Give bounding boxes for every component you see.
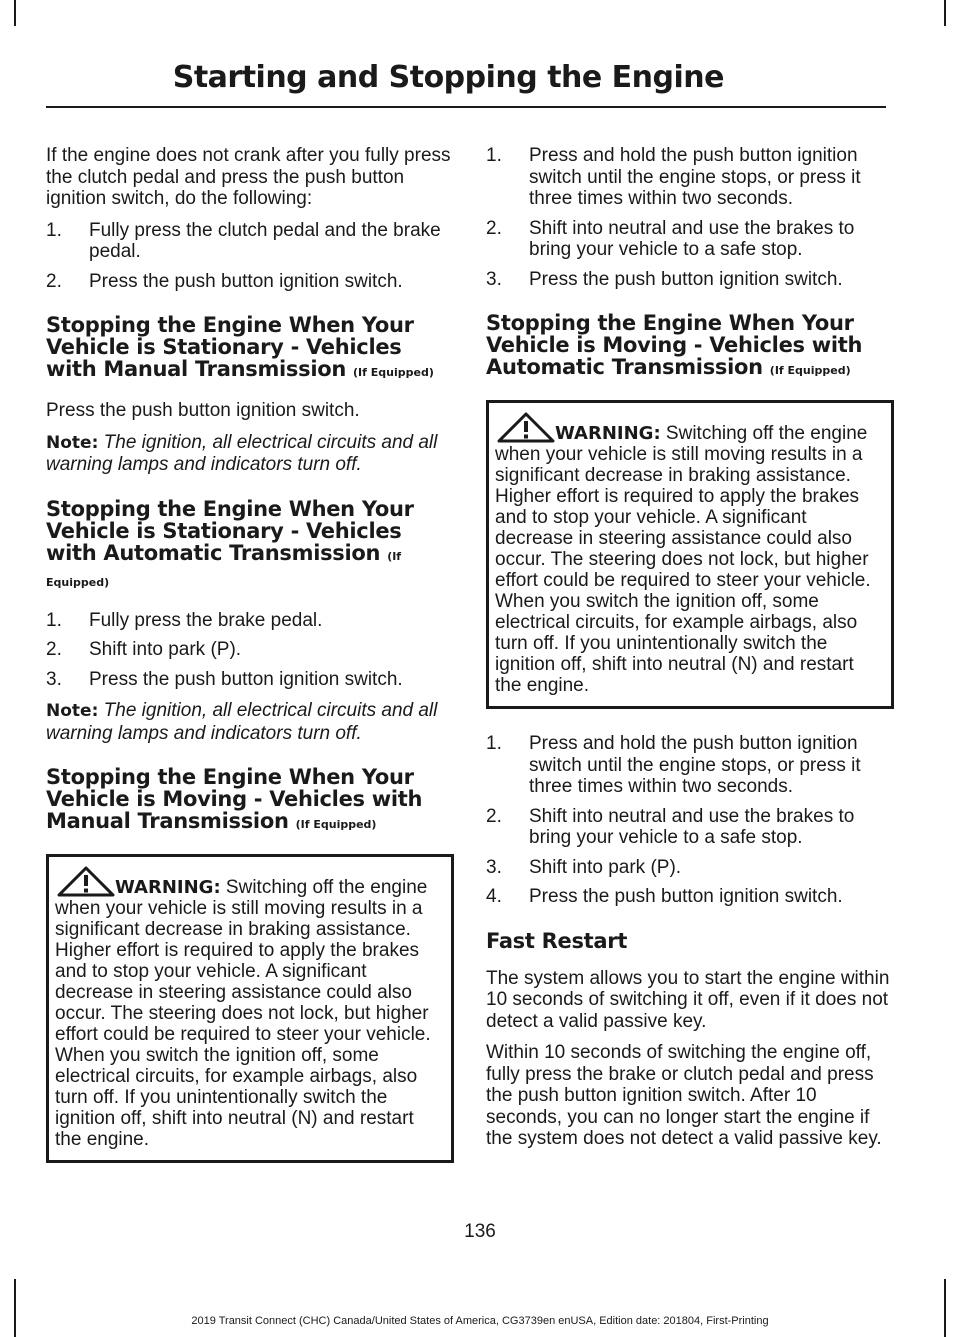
right-column — [486, 145, 894, 1160]
step-number: 1. — [46, 609, 62, 631]
step-text: Press the push button ignition switch. — [89, 270, 403, 292]
step-number: 1. — [46, 219, 62, 241]
crop-mark-top-left — [14, 0, 16, 26]
list-item — [486, 218, 894, 261]
left-column — [46, 145, 454, 1187]
crop-mark-top-right — [944, 0, 946, 26]
list-item — [46, 639, 454, 661]
step-text: Shift into neutral and use the brakes to bring your vehicle to a safe stop. — [529, 217, 855, 260]
step-text: Press and hold the push button ignition switch until the engine stops, or press it three times within two seconds. — [529, 733, 861, 797]
warning-text: Switching off the engine when your vehicle is still moving results in a significant decrease in braking assistance. Higher effort is required to apply the brakes and to stop your vehicle. A significant decrease in steering assistance could also occur. The steering does not lock, but higher effort could be required to steer your vehicle. When you switch the ignition off, some electrical circuits, for example airbags, also turn off. If you unintentionally switch the ignition off, shift into neutral (N) and restart the engine. — [495, 423, 871, 696]
warning-label: WARNING: — [115, 877, 221, 898]
step-text: Fully press the clutch pedal and the brake pedal. — [89, 219, 441, 262]
warning-text: Switching off the engine when your vehicle is still moving results in a significant decrease in braking assistance. Higher effort is required to apply the brakes and to stop your vehicle. A significant decrease in steering assistance could also occur. The steering does not lock, but higher effort could be required to steer your vehicle. When you switch the ignition off, some electrical circuits, for example airbags, also turn off. If you unintentionally switch the ignition off, shift into neutral (N) and restart the engine. — [55, 877, 431, 1150]
page-title: Starting and Stopping the Engine — [172, 60, 724, 95]
warning-triangle-icon — [57, 865, 115, 897]
step-number: 2. — [486, 217, 502, 239]
list-item — [486, 886, 894, 908]
step-text: Shift into park (P). — [89, 639, 242, 660]
note-label: Note: — [46, 432, 99, 453]
step-number: 3. — [486, 856, 502, 878]
list-item — [46, 271, 454, 293]
warning-triangle-icon — [497, 411, 555, 443]
list-item — [46, 669, 454, 691]
section-heading-moving-manual: Stopping the Engine When Your Vehicle is Moving - Vehicles with Manual Transmission (If Equipped) — [46, 765, 423, 833]
step-text: Shift into park (P). — [529, 856, 682, 878]
note-label: Note: — [46, 701, 99, 721]
step-number: 2. — [46, 639, 62, 660]
section-heading-fast-restart: Fast Restart — [486, 928, 628, 953]
page-number: 136 — [464, 1221, 496, 1242]
step-text: Shift into neutral and use the brakes to bring your vehicle to a safe stop. — [529, 805, 855, 848]
list-item — [46, 220, 454, 263]
step-text: Press the push button ignition switch. — [529, 268, 843, 290]
if-equipped-tag: (If Equipped) — [46, 549, 402, 589]
warning-box — [486, 400, 894, 709]
list-item — [486, 145, 894, 210]
step-text: Press the push button ignition switch. — [529, 886, 843, 907]
list-item — [486, 269, 894, 291]
list-item — [46, 610, 454, 632]
fast-restart-paragraph: Within 10 seconds of switching the engine off, fully press the brake or clutch pedal and press the push button ignition switch. After 10 seconds, you can no longer start the engine if the system does not detect a valid passive key. — [486, 1042, 882, 1149]
note-text: The ignition, all electrical circuits and all warning lamps and indicators turn off. — [46, 431, 438, 475]
if-equipped-tag: (If Equipped) — [295, 818, 377, 831]
step-number: 3. — [486, 268, 502, 290]
section-heading-stationary-manual: Stopping the Engine When Your Vehicle is Stationary - Vehicles with Manual Transmission (If Equipped) — [46, 313, 434, 381]
list-item — [486, 733, 894, 798]
intro-steps-list — [46, 220, 454, 293]
step-number: 4. — [486, 886, 502, 907]
step-number: 2. — [486, 805, 502, 827]
if-equipped-tag: (If Equipped) — [769, 364, 851, 377]
section-paragraph: Press the push button ignition switch. — [46, 400, 360, 421]
warning-label: WARNING: — [555, 423, 661, 444]
section-heading-stationary-automatic: Stopping the Engine When Your Vehicle is Stationary - Vehicles with Automatic Transmission (If Equipped) — [46, 496, 414, 589]
step-text: Press and hold the push button ignition switch until the engine stops, or press it three times within two seconds. — [529, 145, 861, 209]
intro-paragraph: If the engine does not crank after you fully press the clutch pedal and press the push button ignition switch, do the following: — [46, 145, 451, 209]
list-item — [486, 857, 894, 879]
moving-automatic-steps — [486, 733, 894, 908]
crop-mark-bottom-right — [944, 1279, 946, 1337]
note-text: The ignition, all electrical circuits and all warning lamps and indicators turn off. — [46, 700, 438, 744]
step-text: Press the push button ignition switch. — [89, 668, 403, 690]
step-number: 1. — [486, 733, 502, 754]
if-equipped-tag: (If Equipped) — [353, 366, 434, 379]
title-divider — [46, 106, 886, 108]
fast-restart-paragraph: The system allows you to start the engine within 10 seconds of switching it off, even if it does not detect a valid passive key. — [486, 967, 890, 1032]
list-item — [486, 806, 894, 849]
stationary-automatic-steps — [46, 610, 454, 691]
step-text: Fully press the brake pedal. — [89, 609, 323, 631]
note-paragraph — [46, 700, 454, 744]
step-number: 3. — [46, 668, 62, 690]
footer-text: 2019 Transit Connect (CHC) Canada/United States of America, CG3739en enUSA, Edition date: 201804, First-Printing — [191, 1315, 769, 1327]
step-number: 2. — [46, 270, 62, 292]
moving-manual-steps — [486, 145, 894, 290]
section-heading-moving-automatic: Stopping the Engine When Your Vehicle is Moving - Vehicles with Automatic Transmission (If Equipped) — [486, 311, 863, 379]
step-number: 1. — [486, 145, 502, 166]
note-paragraph — [46, 432, 454, 476]
warning-box — [46, 854, 454, 1163]
crop-mark-bottom-left — [14, 1279, 16, 1337]
